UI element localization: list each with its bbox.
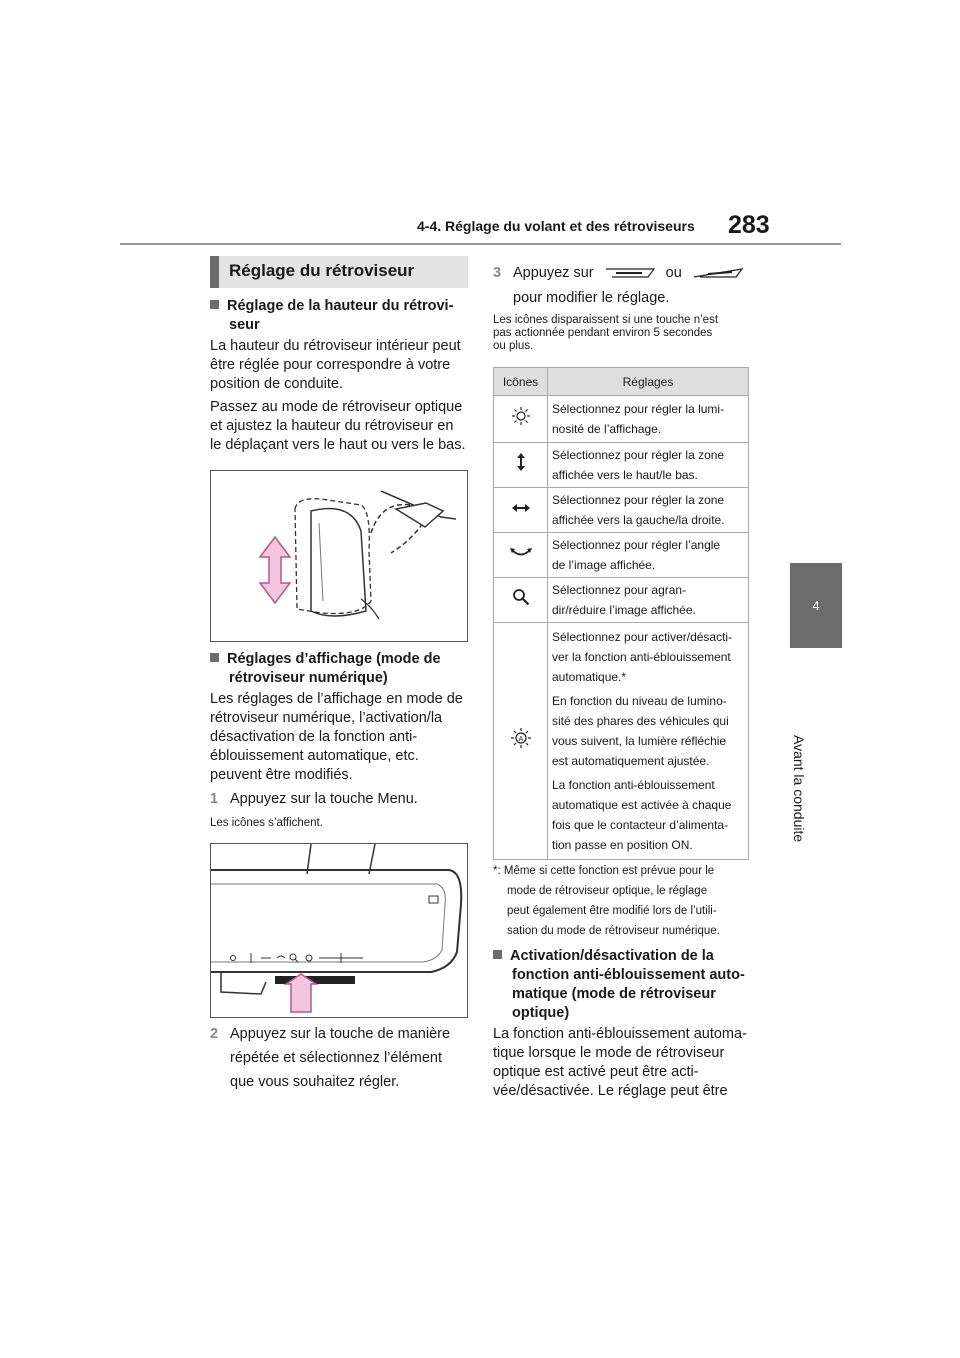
paragraph-height-intro: La hauteur du rétroviseur intérieur peut être réglée pour correspondre à votre position de conduite. [210, 338, 461, 392]
subheading-height: Réglage de la hauteur du rétrovi- seur [210, 297, 472, 335]
svg-text:A: A [518, 736, 523, 743]
figure-mirror-height [210, 470, 468, 642]
auto-sun-icon [511, 728, 531, 748]
chapter-title: 4-4. Réglage du volant et des rétroviseurs [417, 218, 695, 234]
curved-arrows-icon [510, 547, 532, 559]
table-row: Sélectionnez pour régler l’angle de l’image affichée. [494, 533, 749, 578]
mirror-display-illustration [211, 844, 467, 1017]
icons-note: Les icônes disparaissent si une touche n’est pas actionnée pendant environ 5 secondes ou plus. [493, 314, 719, 352]
subheading-anti-glare: Activation/désactivation de la fonction anti-éblouissement auto- matique (mode de rétroviseur optique) [493, 947, 755, 1023]
adjust-left-button-icon [602, 267, 658, 279]
figure-mirror-display [210, 843, 468, 1018]
adjust-right-button-icon [690, 267, 746, 279]
subheading-display-settings: Réglages d’affichage (mode de rétroviseur numérique) [210, 650, 472, 688]
paragraph-anti-glare: La fonction anti-éblouissement automa- tique lorsque le mode de rétroviseur optique est activé peut être acti- vée/désactivée. Le réglage peut être [493, 1026, 747, 1099]
column-header-icons: Icônes [494, 368, 548, 396]
table-row: Sélectionnez pour régler la zone affichée vers la gauche/la droite. [494, 488, 749, 533]
horizontal-arrows-icon [511, 502, 531, 514]
step-3: 3 Appuyez sur ou pour modifier le réglage. [493, 261, 753, 311]
bullet-square-icon [210, 300, 219, 309]
chapter-side-label: Avant la conduite [791, 735, 807, 843]
paragraph-height-instructions: Passez au mode de rétroviseur optique et ajustez la hauteur du rétroviseur en le déplaçant vers le haut ou vers le bas. [210, 399, 466, 453]
vertical-arrows-icon [515, 452, 527, 472]
step-1: 1 Appuyez sur la touche Menu. [210, 791, 418, 807]
bullet-square-icon [493, 950, 502, 959]
magnifier-icon [512, 588, 530, 606]
table-row: Sélectionnez pour agran- dir/réduire l’image affichée. [494, 578, 749, 623]
sun-outline-icon [512, 407, 530, 425]
footnote: *: Même si cette fonction est prévue pour le mode de rétroviseur optique, le réglage peut également être modifié lors de l’utili- sation du mode de rétroviseur numérique. [493, 865, 720, 937]
mirror-height-illustration [211, 471, 467, 641]
column-header-settings: Réglages [548, 368, 749, 396]
table-row: Sélectionnez pour régler la lumi- nosité de l’affichage. [494, 396, 749, 443]
paragraph-display-settings: Les réglages de l’affichage en mode de rétroviseur numérique, l’activation/la désactivation de la fonction anti- éblouissement automatique, etc. peuvent être modifiés. [210, 691, 463, 783]
table-row: A Sélectionnez pour activer/désacti- ver la fonction anti-éblouissement automatique.* En fonction du niveau de lumino- sité des phares des véhicules qui vous suivent, la lumière réfléchie est automatiquement ajustée. La fonction anti-éblouissement automatique est activée à chaque fois que le contacteur d’alimenta- tion passe en position ON. [494, 623, 749, 860]
page-number: 283 [728, 211, 770, 239]
section-heading: Réglage du rétroviseur [210, 256, 468, 288]
table-row: Sélectionnez pour régler la zone affichée vers le haut/le bas. [494, 443, 749, 488]
settings-table [493, 367, 749, 860]
step-2: 2 Appuyez sur la touche de manière répétée et sélectionnez l’élément que vous souhaitez régler. [210, 1026, 451, 1090]
bullet-square-icon [210, 653, 219, 662]
step-1-note: Les icônes s’affichent. [210, 817, 323, 829]
chapter-tab: 4 [790, 563, 842, 648]
header-divider [120, 243, 841, 245]
